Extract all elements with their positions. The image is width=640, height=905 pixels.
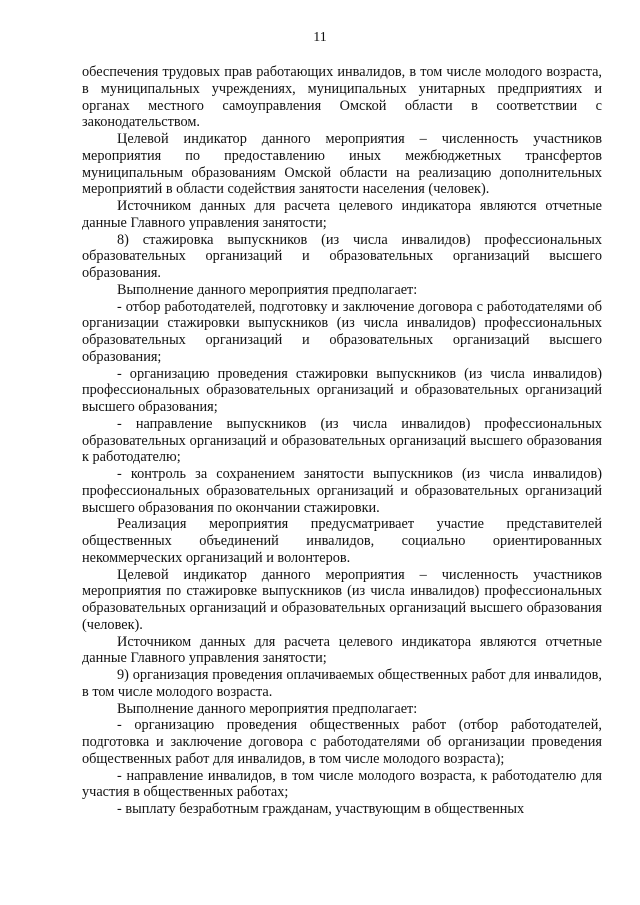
paragraph: Выполнение данного мероприятия предполагает: — [117, 700, 418, 717]
paragraph: Источником данных для расчета целевого индикатора являются отчетные данные Главного управления занятости; — [82, 198, 602, 231]
list-item: - направление выпускников (из числа инвалидов) профессиональных образовательных организаций и образовательных организаций высшего образования к работодателю; — [82, 415, 602, 466]
list-item: - направление инвалидов, в том числе молодого возраста, к работодателю для участия в общественных работах; — [82, 767, 602, 801]
paragraph: Целевой индикатор данного мероприятия – численность участников мероприятия по стажировке выпускников (из числа инвалидов) профессиональных образовательных организаций и образовательных организаций высшего образования (человек). — [82, 566, 602, 633]
list-item: 9) организация проведения оплачиваемых общественных работ для инвалидов, в том числе молодого возраста. — [82, 667, 602, 700]
list-item: - контроль за сохранением занятости выпускников (из числа инвалидов) профессиональных образовательных организаций и образовательных организаций высшего образования по окончании стажировки. — [82, 466, 602, 516]
list-item: - отбор работодателей, подготовку и заключение договора с работодателями об организации стажировки выпускников (из числа инвалидов) профессиональных образовательных организаций и образовательных организаций высшего образования; — [82, 298, 602, 365]
list-item: - организацию проведения общественных работ (отбор работодателей, подготовка и заключение договора с работодателями об организации проведения общественных работ для инвалидов, в том числе молодого возраста); — [82, 717, 602, 767]
paragraph: Реализация мероприятия предусматривает участие представителей общественных объединений инвалидов, социально ориентированных некоммерческих организаций и волонтеров. — [82, 516, 602, 566]
paragraph: обеспечения трудовых прав работающих инвалидов, в том числе молодого возраста, в муниципальных учреждениях, муниципальных унитарных предприятиях и органах местного самоуправления Омской области в соответствии с законодательством. — [82, 64, 602, 131]
paragraph: Выполнение данного мероприятия предполагает: — [117, 281, 418, 298]
list-item: 8) стажировка выпускников (из числа инвалидов) профессиональных образовательных организаций и образовательных организаций высшего образования. — [82, 231, 602, 281]
page-number: 11 — [313, 30, 327, 45]
paragraph: Источником данных для расчета целевого индикатора являются отчетные данные Главного управления занятости; — [82, 633, 602, 667]
document-body — [82, 64, 602, 818]
list-item: - организацию проведения стажировки выпускников (из числа инвалидов) профессиональных образовательных организаций и образовательных организаций высшего образования; — [82, 365, 602, 415]
paragraph: Целевой индикатор данного мероприятия – численность участников мероприятия по предоставлению иных межбюджетных трансфертов муниципальным образованиям Омской области на реализацию дополнительных мероприятий в области содействия занятости населения (человек). — [82, 131, 602, 198]
list-item: - выплату безработным гражданам, участвующим в общественных — [117, 801, 525, 817]
